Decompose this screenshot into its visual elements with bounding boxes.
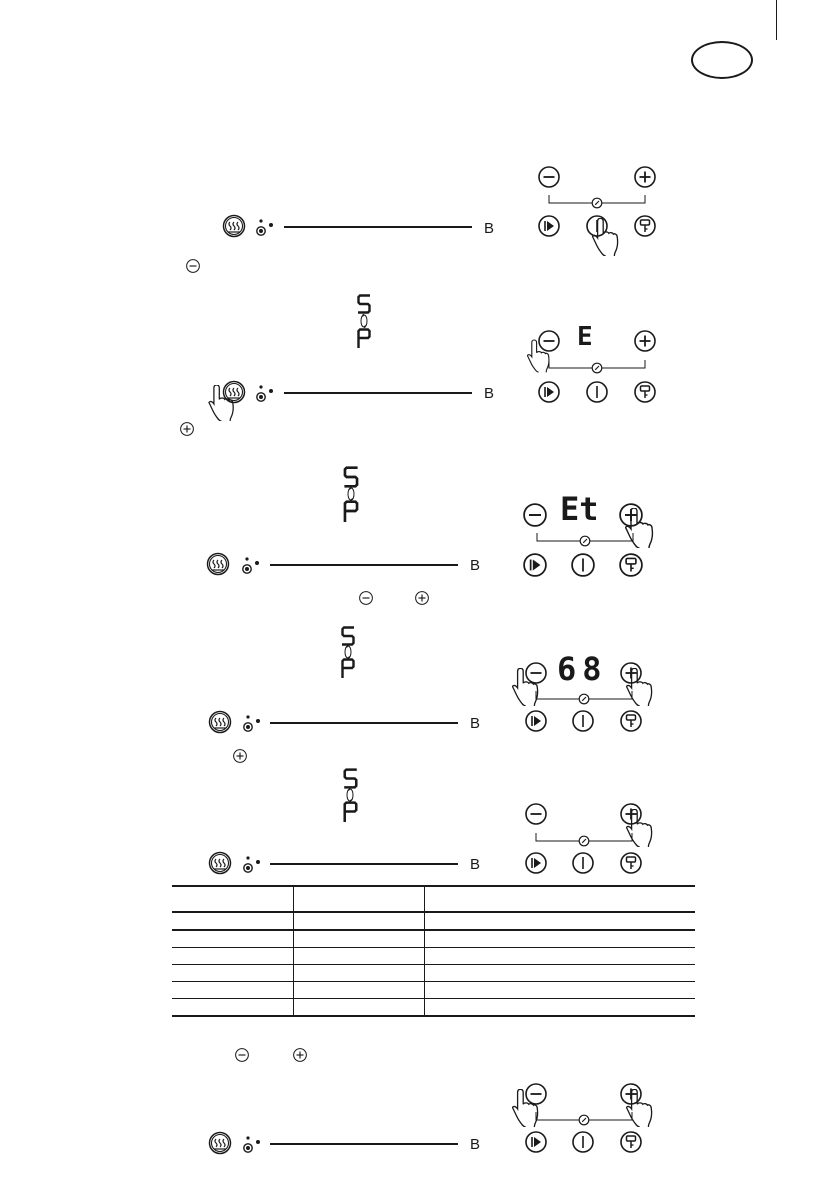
table-cell — [424, 982, 695, 999]
plus-circle-icon[interactable] — [634, 166, 656, 188]
timer-icon — [579, 535, 591, 547]
table-cell — [172, 948, 293, 965]
hob-bar — [270, 1143, 458, 1145]
timer-icon — [578, 1114, 590, 1126]
table-cell — [172, 982, 293, 999]
sp-indicator-s — [343, 466, 359, 488]
table-cell — [424, 886, 695, 912]
table-cell — [293, 948, 424, 965]
table-cell — [424, 999, 695, 1017]
bar-end-label: B — [484, 220, 495, 237]
bar-end-label: B — [484, 385, 495, 402]
sensor-dots-icon — [242, 1133, 264, 1155]
cycle-arrows-icon — [359, 314, 369, 328]
sp-indicator-p — [341, 658, 355, 678]
hob-bar — [270, 564, 458, 566]
table-header-row — [172, 886, 695, 912]
minus-circle-icon[interactable] — [525, 803, 547, 825]
heat-waves-icon[interactable] — [208, 1131, 232, 1155]
power-icon[interactable] — [586, 381, 608, 403]
cycle-arrows-icon — [343, 645, 353, 659]
play-icon[interactable] — [525, 710, 547, 732]
plus-circle-icon — [180, 422, 194, 436]
hob-bar — [284, 226, 472, 228]
key-lock-icon[interactable] — [620, 710, 642, 732]
key-lock-icon[interactable] — [634, 381, 656, 403]
sensor-dots-icon — [241, 554, 263, 576]
play-icon[interactable] — [538, 381, 560, 403]
key-lock-icon[interactable] — [619, 553, 643, 577]
play-icon[interactable] — [525, 852, 547, 874]
heat-waves-icon[interactable] — [222, 214, 246, 238]
table-cell — [293, 982, 424, 999]
table-cell — [293, 965, 424, 982]
heat-waves-icon[interactable] — [208, 851, 232, 875]
power-icon[interactable] — [572, 852, 594, 874]
codes-table — [172, 885, 695, 1017]
timer-icon — [591, 197, 603, 209]
minus-circle-icon[interactable] — [538, 166, 560, 188]
sp-indicator-p — [357, 328, 371, 348]
sp-indicator-s — [357, 294, 371, 314]
hob-bar — [270, 863, 458, 865]
bar-end-label: B — [470, 557, 481, 574]
bar-end-label: B — [470, 715, 481, 732]
minus-circle-icon — [359, 591, 373, 605]
plus-circle-icon — [293, 1048, 307, 1062]
plus-circle-icon — [415, 591, 429, 605]
table-row — [172, 965, 695, 982]
table-cell — [293, 999, 424, 1017]
key-lock-icon[interactable] — [634, 215, 656, 237]
sp-indicator-p — [343, 500, 359, 522]
table-row — [172, 999, 695, 1017]
table-cell — [424, 912, 695, 930]
play-icon[interactable] — [525, 1131, 547, 1153]
table-row — [172, 948, 695, 965]
hob-bar — [284, 392, 472, 394]
plus-circle-icon — [233, 749, 247, 763]
table-cell — [424, 930, 695, 948]
sp-indicator-s — [341, 626, 355, 646]
table-cell — [172, 930, 293, 948]
pointing-hand-icon — [592, 218, 620, 256]
table-cell — [293, 912, 424, 930]
play-icon[interactable] — [538, 215, 560, 237]
table-cell — [424, 948, 695, 965]
power-icon[interactable] — [572, 710, 594, 732]
minus-circle-icon[interactable] — [523, 503, 547, 527]
display-readout: 68 — [557, 650, 608, 688]
table-cell — [172, 912, 293, 930]
table-cell — [172, 965, 293, 982]
sp-indicator-s — [343, 768, 358, 789]
bar-end-label: B — [470, 856, 481, 873]
cycle-arrows-icon — [345, 788, 355, 802]
timer-icon — [578, 693, 590, 705]
table-cell — [293, 930, 424, 948]
display-readout: Et — [560, 490, 599, 528]
language-badge — [691, 41, 753, 79]
sensor-dots-icon — [255, 216, 277, 238]
key-lock-icon[interactable] — [620, 852, 642, 874]
key-lock-icon[interactable] — [620, 1131, 642, 1153]
play-icon[interactable] — [523, 553, 547, 577]
table-row — [172, 982, 695, 999]
power-icon[interactable] — [571, 553, 595, 577]
pointing-hand-icon — [208, 385, 236, 421]
bar-end-label: B — [470, 1136, 481, 1153]
table-row — [172, 912, 695, 930]
cut-line — [776, 0, 777, 40]
table-cell — [424, 965, 695, 982]
sensor-dots-icon — [242, 853, 264, 875]
table-cell — [293, 886, 424, 912]
sp-indicator-p — [343, 801, 358, 822]
table-cell — [172, 886, 293, 912]
minus-circle-icon — [186, 259, 200, 273]
sensor-dots-icon — [255, 382, 277, 404]
heat-waves-icon[interactable] — [208, 710, 232, 734]
heat-waves-icon[interactable] — [206, 552, 230, 576]
sensor-dots-icon — [242, 712, 264, 734]
minus-circle-icon — [235, 1048, 249, 1062]
plus-circle-icon[interactable] — [634, 330, 656, 352]
display-readout: E — [577, 322, 593, 352]
timer-icon — [578, 835, 590, 847]
table-row — [172, 930, 695, 948]
timer-icon — [591, 362, 603, 374]
power-icon[interactable] — [572, 1131, 594, 1153]
hob-bar — [270, 722, 458, 724]
table-cell — [172, 999, 293, 1017]
cycle-arrows-icon — [346, 487, 356, 501]
pointing-hand-icon — [527, 336, 551, 376]
